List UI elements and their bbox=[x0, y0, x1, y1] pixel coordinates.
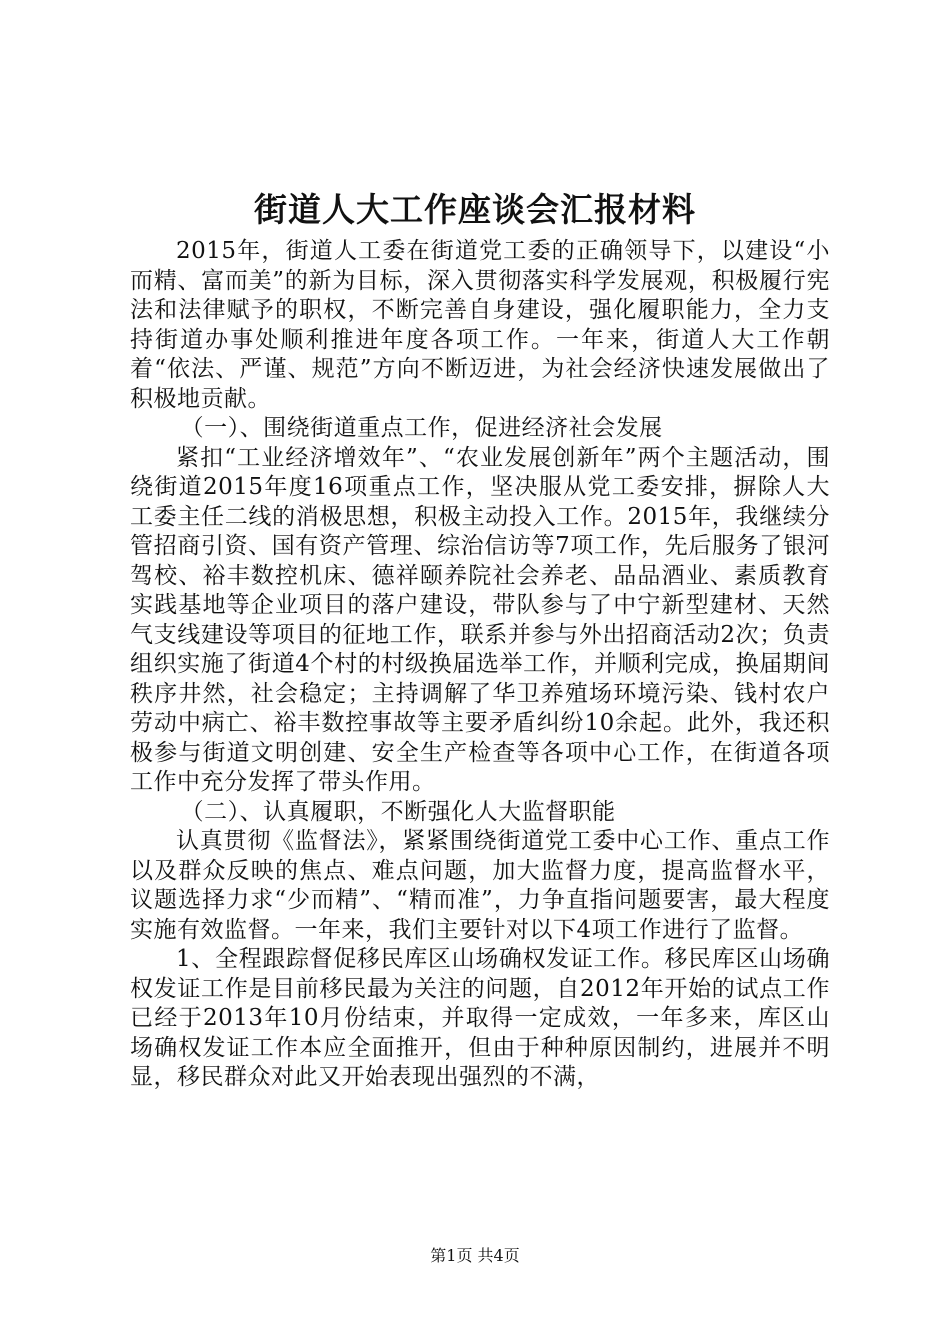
paragraph-intro: 2015年，街道人工委在街道党工委的正确领导下，以建设“小而精、富而美”的新为目标，深入贯彻落实科学发展观，积极履行宪法和法律赋予的职权，不断完善自身建设，强化履职能力，全力支持街道办事处顺利推进年度各项工作。一年来，街道人大工作朝着“依法、严谨、规范”方向不断迈进，为社会经济快速发展做出了积极地贡献。 bbox=[130, 238, 830, 412]
section-heading-1: （一）、围绕街道重点工作，促进经济社会发展 bbox=[180, 415, 663, 441]
paragraph-section-1: 紧扣“工业经济增效年”、“农业发展创新年”两个主题活动，围绕街道2015年度16项重点工作，坚决服从党工委安排，摒除人大工委主任二线的消极思想，积极主动投入工作。2015年，我继续分管招商引资、国有资产管理、综治信访等7项工作，先后服务了银河驾校、裕丰数控机床、德祥颐养院社会养老、品品酒业、素质教育实践基地等企业项目的落户建设，带队参与了中宁新型建材、天然气支线建设等项目的征地工作，联系并参与外出招商活动2次；负责组织实施了街道4个村的村级换届选举工作，并顺利完成，换届期间秩序井然，社会稳定；主持调解了华卫养殖场环境污染、钱村农户劳动中病亡、裕丰数控事故等主要矛盾纠纷10余起。此外，我还积极参与街道文明创建、安全生产检查等各项中心工作，在街道各项工作中充分发挥了带头作用。 bbox=[130, 444, 830, 795]
paragraph-item-1: 1、全程跟踪督促移民库区山场确权发证工作。移民库区山场确权发证工作是目前移民最为关注的问题，自2012年开始的试点工作已经于2013年10月份结束，并取得一定成效，一年多来，库区山场确权发证工作本应全面推开，但由于种种原因制约，进展并不明显，移民群众对此又开始表现出强烈的不满， bbox=[130, 946, 830, 1090]
document-title: 街道人大工作座谈会汇报材料 bbox=[254, 190, 696, 229]
paragraph-section-2: 认真贯彻《监督法》，紧紧围绕街道党工委中心工作、重点工作以及群众反映的焦点、难点问题，加大监督力度，提高监督水平，议题选择力求“少而精”、“精而准”，力争直指问题要害，最大程度实施有效监督。一年来，我们主要针对以下4项工作进行了监督。 bbox=[130, 828, 830, 943]
section-heading-2: （二）、认真履职，不断强化人大监督职能 bbox=[180, 798, 616, 825]
page-number: 第1页 共4页 bbox=[430, 1246, 520, 1265]
document-body bbox=[130, 237, 830, 1093]
